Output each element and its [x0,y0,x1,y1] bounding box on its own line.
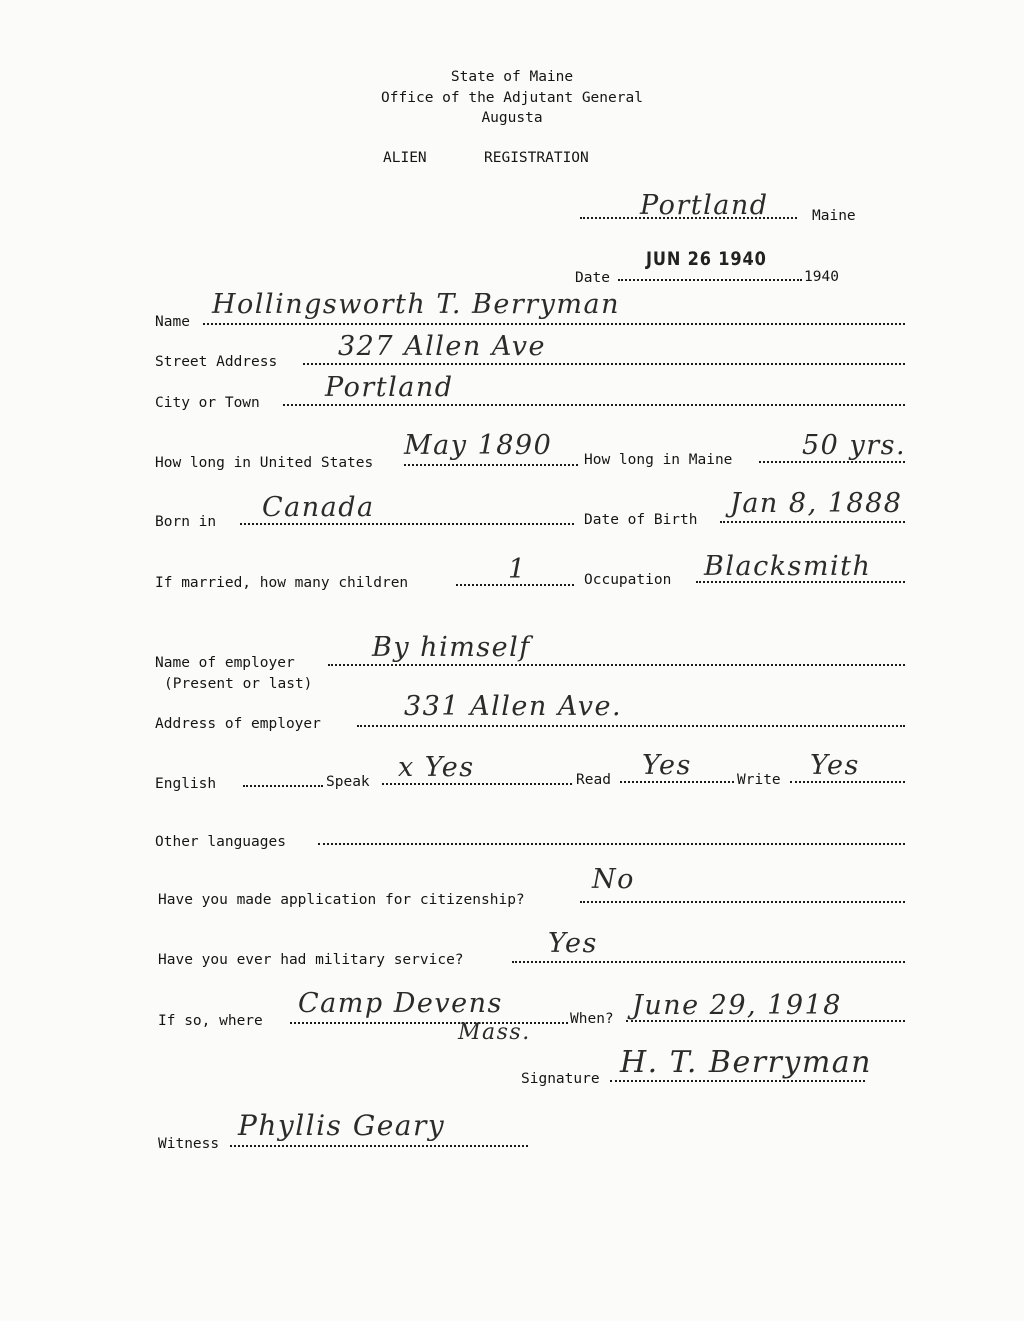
signature-label: Signature [521,1071,600,1087]
place-value: Portland [640,190,769,221]
city-label: City or Town [155,395,260,411]
when-label: When? [570,1011,614,1027]
where-value-state: Mass. [458,1020,531,1045]
other-languages-label: Other languages [155,834,286,850]
date-stamp: JUN 26 1940 [646,248,767,270]
header-city: Augusta [481,110,543,126]
us-duration-dots [404,464,578,466]
when-value: June 29, 1918 [632,990,842,1021]
where-label: If so, where [158,1013,263,1029]
children-label: If married, how many children [155,575,409,591]
born-in-value: Canada [262,492,375,523]
employer-value: By himself [372,632,531,663]
employer-address-label: Address of employer [155,716,321,732]
maine-duration-value: 50 yrs. [802,430,907,461]
date-label: Date [575,270,610,286]
maine-duration-label: How long in Maine [584,452,733,468]
speak-label: Speak [326,774,370,790]
dob-label: Date of Birth [584,512,698,528]
city-dots [283,404,905,406]
english-label: English [155,776,217,792]
place-suffix: Maine [812,208,856,224]
military-dots [512,961,905,963]
header-state: State of Maine [450,69,574,85]
military-label: Have you ever had military service? [158,952,464,968]
read-value: Yes [642,750,692,781]
witness-value: Phyllis Geary [238,1109,446,1142]
occupation-value: Blacksmith [704,551,872,582]
street-dots [303,363,905,365]
write-label: Write [737,772,781,788]
where-value: Camp Devens [298,988,503,1019]
read-dots [620,781,734,783]
citizenship-dots [580,901,905,903]
dob-dots [720,521,905,523]
military-value: Yes [548,928,598,959]
employer-dots [328,664,905,666]
witness-dots [230,1145,528,1147]
form-title-registration: REGISTRATION [484,150,589,166]
date-dots [618,279,802,281]
witness-label: Witness [158,1136,220,1152]
english-dots [243,785,323,787]
name-label: Name [155,314,190,330]
citizenship-label: Have you made application for citizenship? [158,892,525,908]
signature-value: H. T. Berryman [620,1045,872,1080]
maine-duration-dots [759,461,905,463]
name-dots [203,323,905,325]
write-dots [790,781,905,783]
name-value: Hollingsworth T. Berryman [212,289,621,320]
write-value: Yes [810,750,860,781]
signature-dots [610,1080,865,1082]
dob-value: Jan 8, 1888 [730,488,903,519]
read-label: Read [576,772,611,788]
city-value: Portland [325,372,454,403]
header-office: Office of the Adjutant General [381,90,643,106]
occupation-label: Occupation [584,572,672,588]
street-label: Street Address [155,354,278,370]
other-languages-dots [318,843,905,845]
citizenship-value: No [592,864,635,895]
form-title-alien: ALIEN [383,150,427,166]
speak-value: x Yes [398,752,475,783]
date-year: 1940 [804,269,839,285]
us-duration-label: How long in United States [155,455,374,471]
born-in-dots [240,523,574,525]
speak-dots [382,783,572,785]
employer-address-value: 331 Allen Ave. [404,691,623,722]
employer-address-dots [357,725,905,727]
street-value: 327 Allen Ave [338,331,546,362]
employer-sublabel: (Present or last) [164,676,313,692]
born-in-label: Born in [155,514,217,530]
employer-label: Name of employer [155,655,295,671]
us-duration-value: May 1890 [404,430,553,461]
children-value: 1 [508,554,527,585]
